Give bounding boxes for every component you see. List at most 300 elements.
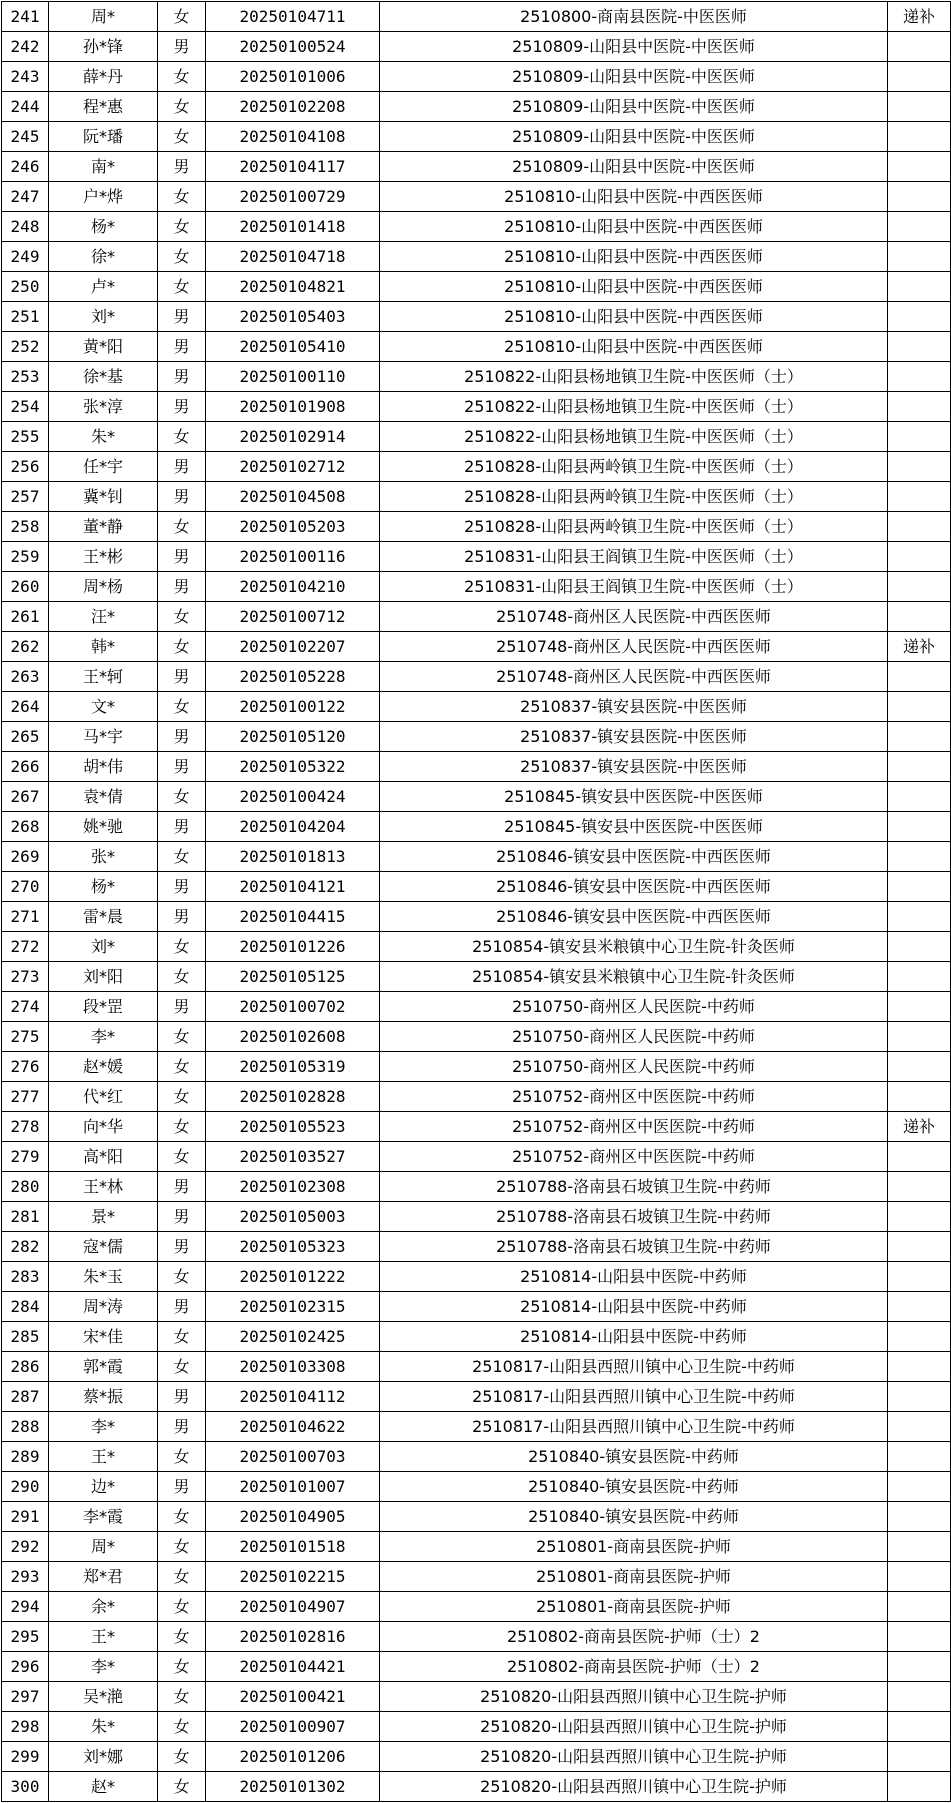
remark-cell bbox=[888, 932, 951, 962]
candidate-name-cell: 王*轲 bbox=[49, 662, 158, 692]
row-number-cell: 272 bbox=[2, 932, 49, 962]
exam-id-cell: 20250104112 bbox=[206, 1382, 380, 1412]
gender-cell: 男 bbox=[158, 1382, 206, 1412]
candidate-name-cell: 代*红 bbox=[49, 1082, 158, 1112]
gender-cell: 男 bbox=[158, 662, 206, 692]
candidate-name-cell: 郭*霞 bbox=[49, 1352, 158, 1382]
candidate-name-cell: 杨* bbox=[49, 212, 158, 242]
row-number-cell: 294 bbox=[2, 1592, 49, 1622]
remark-cell bbox=[888, 122, 951, 152]
gender-cell: 男 bbox=[158, 332, 206, 362]
position-cell: 2510854-镇安县米粮镇中心卫生院-针灸医师 bbox=[380, 962, 888, 992]
remark-cell bbox=[888, 752, 951, 782]
exam-id-cell: 20250100729 bbox=[206, 182, 380, 212]
gender-cell: 女 bbox=[158, 1502, 206, 1532]
candidate-name-cell: 杨* bbox=[49, 872, 158, 902]
exam-id-cell: 20250104905 bbox=[206, 1502, 380, 1532]
position-cell: 2510846-镇安县中医医院-中西医医师 bbox=[380, 872, 888, 902]
table-row bbox=[2, 722, 951, 752]
table-row bbox=[2, 1742, 951, 1772]
exam-id-cell: 20250101226 bbox=[206, 932, 380, 962]
remark-cell bbox=[888, 1022, 951, 1052]
exam-id-cell: 20250100116 bbox=[206, 542, 380, 572]
table-row bbox=[2, 62, 951, 92]
position-cell: 2510837-镇安县医院-中医医师 bbox=[380, 722, 888, 752]
candidate-name-cell: 卢* bbox=[49, 272, 158, 302]
row-number-cell: 292 bbox=[2, 1532, 49, 1562]
row-number-cell: 243 bbox=[2, 62, 49, 92]
position-cell: 2510748-商州区人民医院-中西医医师 bbox=[380, 602, 888, 632]
table-row bbox=[2, 422, 951, 452]
candidate-name-cell: 黄*阳 bbox=[49, 332, 158, 362]
exam-id-cell: 20250105125 bbox=[206, 962, 380, 992]
table-row bbox=[2, 2, 951, 32]
candidate-name-cell: 袁*倩 bbox=[49, 782, 158, 812]
row-number-cell: 270 bbox=[2, 872, 49, 902]
exam-id-cell: 20250105322 bbox=[206, 752, 380, 782]
exam-id-cell: 20250101518 bbox=[206, 1532, 380, 1562]
gender-cell: 女 bbox=[158, 1142, 206, 1172]
candidate-name-cell: 高*阳 bbox=[49, 1142, 158, 1172]
remark-cell bbox=[888, 1502, 951, 1532]
table-row bbox=[2, 362, 951, 392]
position-cell: 2510820-山阳县西照川镇中心卫生院-护师 bbox=[380, 1682, 888, 1712]
candidate-name-cell: 刘*阳 bbox=[49, 962, 158, 992]
remark-cell: 递补 bbox=[888, 632, 951, 662]
remark-cell bbox=[888, 662, 951, 692]
exam-id-cell: 20250102816 bbox=[206, 1622, 380, 1652]
table-row bbox=[2, 1652, 951, 1682]
table-row bbox=[2, 632, 951, 662]
remark-cell bbox=[888, 1292, 951, 1322]
gender-cell: 男 bbox=[158, 722, 206, 752]
candidate-name-cell: 段*罡 bbox=[49, 992, 158, 1022]
position-cell: 2510788-洛南县石坡镇卫生院-中药师 bbox=[380, 1172, 888, 1202]
table-row bbox=[2, 1712, 951, 1742]
gender-cell: 女 bbox=[158, 632, 206, 662]
exam-id-cell: 20250105203 bbox=[206, 512, 380, 542]
exam-id-cell: 20250104108 bbox=[206, 122, 380, 152]
remark-cell bbox=[888, 962, 951, 992]
row-number-cell: 279 bbox=[2, 1142, 49, 1172]
position-cell: 2510846-镇安县中医医院-中西医医师 bbox=[380, 842, 888, 872]
exam-id-cell: 20250102914 bbox=[206, 422, 380, 452]
table-row bbox=[2, 92, 951, 122]
exam-id-cell: 20250101302 bbox=[206, 1772, 380, 1802]
table-row bbox=[2, 122, 951, 152]
table-row bbox=[2, 842, 951, 872]
row-number-cell: 251 bbox=[2, 302, 49, 332]
table-row bbox=[2, 32, 951, 62]
position-cell: 2510788-洛南县石坡镇卫生院-中药师 bbox=[380, 1202, 888, 1232]
gender-cell: 男 bbox=[158, 752, 206, 782]
exam-id-cell: 20250101418 bbox=[206, 212, 380, 242]
position-cell: 2510817-山阳县西照川镇中心卫生院-中药师 bbox=[380, 1412, 888, 1442]
row-number-cell: 250 bbox=[2, 272, 49, 302]
exam-id-cell: 20250100712 bbox=[206, 602, 380, 632]
exam-id-cell: 20250105410 bbox=[206, 332, 380, 362]
remark-cell bbox=[888, 1412, 951, 1442]
table-row bbox=[2, 782, 951, 812]
remark-cell bbox=[888, 1772, 951, 1802]
candidate-name-cell: 周*涛 bbox=[49, 1292, 158, 1322]
gender-cell: 女 bbox=[158, 1112, 206, 1142]
exam-id-cell: 20250101813 bbox=[206, 842, 380, 872]
candidate-name-cell: 南* bbox=[49, 152, 158, 182]
gender-cell: 男 bbox=[158, 152, 206, 182]
row-number-cell: 247 bbox=[2, 182, 49, 212]
row-number-cell: 258 bbox=[2, 512, 49, 542]
remark-cell bbox=[888, 272, 951, 302]
gender-cell: 女 bbox=[158, 842, 206, 872]
candidate-name-cell: 张* bbox=[49, 842, 158, 872]
candidate-name-cell: 李* bbox=[49, 1652, 158, 1682]
table-row bbox=[2, 332, 951, 362]
row-number-cell: 241 bbox=[2, 2, 49, 32]
remark-cell bbox=[888, 422, 951, 452]
position-cell: 2510750-商州区人民医院-中药师 bbox=[380, 1022, 888, 1052]
exam-id-cell: 20250101206 bbox=[206, 1742, 380, 1772]
remark-cell bbox=[888, 902, 951, 932]
gender-cell: 女 bbox=[158, 1622, 206, 1652]
table-row bbox=[2, 992, 951, 1022]
position-cell: 2510814-山阳县中医院-中药师 bbox=[380, 1262, 888, 1292]
candidate-name-cell: 阮*璠 bbox=[49, 122, 158, 152]
table-row bbox=[2, 1592, 951, 1622]
exam-id-cell: 20250104622 bbox=[206, 1412, 380, 1442]
exam-id-cell: 20250105120 bbox=[206, 722, 380, 752]
table-row bbox=[2, 1682, 951, 1712]
remark-cell bbox=[888, 812, 951, 842]
exam-id-cell: 20250102712 bbox=[206, 452, 380, 482]
table-row bbox=[2, 692, 951, 722]
position-cell: 2510840-镇安县医院-中药师 bbox=[380, 1472, 888, 1502]
gender-cell: 男 bbox=[158, 1172, 206, 1202]
position-cell: 2510788-洛南县石坡镇卫生院-中药师 bbox=[380, 1232, 888, 1262]
exam-id-cell: 20250101222 bbox=[206, 1262, 380, 1292]
row-number-cell: 263 bbox=[2, 662, 49, 692]
candidate-name-cell: 刘* bbox=[49, 302, 158, 332]
table-row bbox=[2, 662, 951, 692]
exam-id-cell: 20250102425 bbox=[206, 1322, 380, 1352]
row-number-cell: 289 bbox=[2, 1442, 49, 1472]
row-number-cell: 295 bbox=[2, 1622, 49, 1652]
remark-cell bbox=[888, 212, 951, 242]
gender-cell: 女 bbox=[158, 272, 206, 302]
candidate-name-cell: 张*淳 bbox=[49, 392, 158, 422]
candidate-name-cell: 薛*丹 bbox=[49, 62, 158, 92]
position-cell: 2510752-商州区中医医院-中药师 bbox=[380, 1142, 888, 1172]
table-row bbox=[2, 182, 951, 212]
row-number-cell: 271 bbox=[2, 902, 49, 932]
row-number-cell: 252 bbox=[2, 332, 49, 362]
exam-id-cell: 20250101006 bbox=[206, 62, 380, 92]
row-number-cell: 287 bbox=[2, 1382, 49, 1412]
row-number-cell: 280 bbox=[2, 1172, 49, 1202]
remark-cell bbox=[888, 722, 951, 752]
candidate-name-cell: 孙*锋 bbox=[49, 32, 158, 62]
exam-id-cell: 20250105403 bbox=[206, 302, 380, 332]
gender-cell: 女 bbox=[158, 1442, 206, 1472]
candidate-name-cell: 朱* bbox=[49, 1712, 158, 1742]
gender-cell: 女 bbox=[158, 1322, 206, 1352]
position-cell: 2510840-镇安县医院-中药师 bbox=[380, 1442, 888, 1472]
position-cell: 2510810-山阳县中医院-中西医医师 bbox=[380, 212, 888, 242]
candidate-name-cell: 董*静 bbox=[49, 512, 158, 542]
gender-cell: 女 bbox=[158, 212, 206, 242]
gender-cell: 女 bbox=[158, 1052, 206, 1082]
row-number-cell: 298 bbox=[2, 1712, 49, 1742]
exam-id-cell: 20250105319 bbox=[206, 1052, 380, 1082]
exam-id-cell: 20250105523 bbox=[206, 1112, 380, 1142]
row-number-cell: 275 bbox=[2, 1022, 49, 1052]
candidate-name-cell: 冀*钊 bbox=[49, 482, 158, 512]
exam-id-cell: 20250105228 bbox=[206, 662, 380, 692]
table-row bbox=[2, 1322, 951, 1352]
row-number-cell: 259 bbox=[2, 542, 49, 572]
exam-id-cell: 20250104121 bbox=[206, 872, 380, 902]
gender-cell: 男 bbox=[158, 1202, 206, 1232]
exam-id-cell: 20250104117 bbox=[206, 152, 380, 182]
candidate-name-cell: 王* bbox=[49, 1622, 158, 1652]
row-number-cell: 255 bbox=[2, 422, 49, 452]
gender-cell: 男 bbox=[158, 902, 206, 932]
exam-id-cell: 20250104907 bbox=[206, 1592, 380, 1622]
exam-id-cell: 20250104421 bbox=[206, 1652, 380, 1682]
gender-cell: 女 bbox=[158, 782, 206, 812]
candidate-name-cell: 王*彬 bbox=[49, 542, 158, 572]
remark-cell bbox=[888, 1472, 951, 1502]
remark-cell bbox=[888, 1262, 951, 1292]
gender-cell: 女 bbox=[158, 1262, 206, 1292]
row-number-cell: 277 bbox=[2, 1082, 49, 1112]
gender-cell: 男 bbox=[158, 1232, 206, 1262]
position-cell: 2510810-山阳县中医院-中西医医师 bbox=[380, 242, 888, 272]
candidate-roster-table bbox=[1, 1, 951, 1802]
row-number-cell: 282 bbox=[2, 1232, 49, 1262]
gender-cell: 男 bbox=[158, 542, 206, 572]
exam-id-cell: 20250100110 bbox=[206, 362, 380, 392]
gender-cell: 女 bbox=[158, 92, 206, 122]
row-number-cell: 265 bbox=[2, 722, 49, 752]
gender-cell: 女 bbox=[158, 1592, 206, 1622]
remark-cell bbox=[888, 482, 951, 512]
position-cell: 2510817-山阳县西照川镇中心卫生院-中药师 bbox=[380, 1382, 888, 1412]
position-cell: 2510828-山阳县两岭镇卫生院-中医医师（士） bbox=[380, 452, 888, 482]
candidate-name-cell: 王*林 bbox=[49, 1172, 158, 1202]
exam-id-cell: 20250103527 bbox=[206, 1142, 380, 1172]
remark-cell bbox=[888, 92, 951, 122]
gender-cell: 女 bbox=[158, 1682, 206, 1712]
table-row bbox=[2, 242, 951, 272]
position-cell: 2510800-商南县医院-中医医师 bbox=[380, 2, 888, 32]
candidate-name-cell: 向*华 bbox=[49, 1112, 158, 1142]
position-cell: 2510822-山阳县杨地镇卫生院-中医医师（士） bbox=[380, 362, 888, 392]
row-number-cell: 264 bbox=[2, 692, 49, 722]
remark-cell bbox=[888, 182, 951, 212]
remark-cell bbox=[888, 692, 951, 722]
table-row bbox=[2, 572, 951, 602]
table-row bbox=[2, 302, 951, 332]
remark-cell bbox=[888, 512, 951, 542]
gender-cell: 女 bbox=[158, 2, 206, 32]
remark-cell bbox=[888, 872, 951, 902]
table-row bbox=[2, 1232, 951, 1262]
exam-id-cell: 20250104508 bbox=[206, 482, 380, 512]
position-cell: 2510820-山阳县西照川镇中心卫生院-护师 bbox=[380, 1772, 888, 1802]
candidate-name-cell: 朱*玉 bbox=[49, 1262, 158, 1292]
position-cell: 2510814-山阳县中医院-中药师 bbox=[380, 1292, 888, 1322]
position-cell: 2510814-山阳县中医院-中药师 bbox=[380, 1322, 888, 1352]
remark-cell bbox=[888, 842, 951, 872]
remark-cell bbox=[888, 242, 951, 272]
candidate-name-cell: 周*杨 bbox=[49, 572, 158, 602]
candidate-name-cell: 吴*滟 bbox=[49, 1682, 158, 1712]
candidate-name-cell: 周* bbox=[49, 1532, 158, 1562]
gender-cell: 女 bbox=[158, 1532, 206, 1562]
position-cell: 2510845-镇安县中医医院-中医医师 bbox=[380, 812, 888, 842]
table-row bbox=[2, 272, 951, 302]
table-row bbox=[2, 1172, 951, 1202]
row-number-cell: 266 bbox=[2, 752, 49, 782]
remark-cell bbox=[888, 1682, 951, 1712]
row-number-cell: 246 bbox=[2, 152, 49, 182]
position-cell: 2510817-山阳县西照川镇中心卫生院-中药师 bbox=[380, 1352, 888, 1382]
position-cell: 2510750-商州区人民医院-中药师 bbox=[380, 992, 888, 1022]
position-cell: 2510840-镇安县医院-中药师 bbox=[380, 1502, 888, 1532]
row-number-cell: 257 bbox=[2, 482, 49, 512]
row-number-cell: 290 bbox=[2, 1472, 49, 1502]
gender-cell: 女 bbox=[158, 1652, 206, 1682]
row-number-cell: 276 bbox=[2, 1052, 49, 1082]
remark-cell bbox=[888, 1322, 951, 1352]
position-cell: 2510802-商南县医院-护师（士）2 bbox=[380, 1622, 888, 1652]
table-row bbox=[2, 902, 951, 932]
row-number-cell: 260 bbox=[2, 572, 49, 602]
exam-id-cell: 20250103308 bbox=[206, 1352, 380, 1382]
gender-cell: 男 bbox=[158, 812, 206, 842]
table-row bbox=[2, 452, 951, 482]
table-row bbox=[2, 1052, 951, 1082]
candidate-name-cell: 赵* bbox=[49, 1772, 158, 1802]
position-cell: 2510752-商州区中医医院-中药师 bbox=[380, 1112, 888, 1142]
gender-cell: 女 bbox=[158, 932, 206, 962]
gender-cell: 男 bbox=[158, 32, 206, 62]
position-cell: 2510810-山阳县中医院-中西医医师 bbox=[380, 302, 888, 332]
table-row bbox=[2, 752, 951, 782]
table-row bbox=[2, 1292, 951, 1322]
position-cell: 2510750-商州区人民医院-中药师 bbox=[380, 1052, 888, 1082]
gender-cell: 女 bbox=[158, 962, 206, 992]
remark-cell bbox=[888, 1082, 951, 1112]
gender-cell: 女 bbox=[158, 242, 206, 272]
row-number-cell: 274 bbox=[2, 992, 49, 1022]
candidate-name-cell: 景* bbox=[49, 1202, 158, 1232]
candidate-name-cell: 韩* bbox=[49, 632, 158, 662]
exam-id-cell: 20250104204 bbox=[206, 812, 380, 842]
table-row bbox=[2, 1562, 951, 1592]
gender-cell: 男 bbox=[158, 362, 206, 392]
exam-id-cell: 20250102207 bbox=[206, 632, 380, 662]
candidate-name-cell: 李*霞 bbox=[49, 1502, 158, 1532]
remark-cell bbox=[888, 1442, 951, 1472]
gender-cell: 女 bbox=[158, 1562, 206, 1592]
row-number-cell: 245 bbox=[2, 122, 49, 152]
row-number-cell: 249 bbox=[2, 242, 49, 272]
row-number-cell: 262 bbox=[2, 632, 49, 662]
table-row bbox=[2, 602, 951, 632]
candidate-name-cell: 王* bbox=[49, 1442, 158, 1472]
candidate-name-cell: 文* bbox=[49, 692, 158, 722]
candidate-name-cell: 郑*君 bbox=[49, 1562, 158, 1592]
exam-id-cell: 20250105003 bbox=[206, 1202, 380, 1232]
candidate-name-cell: 程*惠 bbox=[49, 92, 158, 122]
exam-id-cell: 20250105323 bbox=[206, 1232, 380, 1262]
candidate-name-cell: 姚*驰 bbox=[49, 812, 158, 842]
candidate-name-cell: 马*宇 bbox=[49, 722, 158, 752]
position-cell: 2510828-山阳县两岭镇卫生院-中医医师（士） bbox=[380, 512, 888, 542]
remark-cell bbox=[888, 1142, 951, 1172]
table-row bbox=[2, 1382, 951, 1412]
position-cell: 2510801-商南县医院-护师 bbox=[380, 1562, 888, 1592]
remark-cell bbox=[888, 1712, 951, 1742]
position-cell: 2510831-山阳县王阎镇卫生院-中医医师（士） bbox=[380, 572, 888, 602]
gender-cell: 男 bbox=[158, 872, 206, 902]
exam-id-cell: 20250101908 bbox=[206, 392, 380, 422]
exam-id-cell: 20250102608 bbox=[206, 1022, 380, 1052]
position-cell: 2510845-镇安县中医医院-中医医师 bbox=[380, 782, 888, 812]
gender-cell: 男 bbox=[158, 1472, 206, 1502]
table-row bbox=[2, 1622, 951, 1652]
position-cell: 2510748-商州区人民医院-中西医医师 bbox=[380, 662, 888, 692]
remark-cell bbox=[888, 1202, 951, 1232]
gender-cell: 男 bbox=[158, 572, 206, 602]
row-number-cell: 293 bbox=[2, 1562, 49, 1592]
candidate-name-cell: 余* bbox=[49, 1592, 158, 1622]
remark-cell bbox=[888, 1562, 951, 1592]
row-number-cell: 283 bbox=[2, 1262, 49, 1292]
row-number-cell: 296 bbox=[2, 1652, 49, 1682]
remark-cell: 递补 bbox=[888, 1112, 951, 1142]
table-row bbox=[2, 962, 951, 992]
candidate-name-cell: 宋*佳 bbox=[49, 1322, 158, 1352]
position-cell: 2510810-山阳县中医院-中西医医师 bbox=[380, 182, 888, 212]
exam-id-cell: 20250104415 bbox=[206, 902, 380, 932]
table-row bbox=[2, 812, 951, 842]
position-cell: 2510809-山阳县中医院-中医医师 bbox=[380, 122, 888, 152]
table-row bbox=[2, 932, 951, 962]
candidate-name-cell: 户*烨 bbox=[49, 182, 158, 212]
position-cell: 2510810-山阳县中医院-中西医医师 bbox=[380, 332, 888, 362]
remark-cell bbox=[888, 542, 951, 572]
exam-id-cell: 20250104711 bbox=[206, 2, 380, 32]
candidate-name-cell: 任*宇 bbox=[49, 452, 158, 482]
candidate-name-cell: 胡*伟 bbox=[49, 752, 158, 782]
exam-id-cell: 20250100702 bbox=[206, 992, 380, 1022]
position-cell: 2510837-镇安县医院-中医医师 bbox=[380, 692, 888, 722]
remark-cell bbox=[888, 452, 951, 482]
gender-cell: 男 bbox=[158, 1292, 206, 1322]
remark-cell bbox=[888, 1742, 951, 1772]
row-number-cell: 297 bbox=[2, 1682, 49, 1712]
position-cell: 2510752-商州区中医医院-中药师 bbox=[380, 1082, 888, 1112]
row-number-cell: 300 bbox=[2, 1772, 49, 1802]
remark-cell bbox=[888, 1622, 951, 1652]
row-number-cell: 248 bbox=[2, 212, 49, 242]
gender-cell: 女 bbox=[158, 1022, 206, 1052]
exam-id-cell: 20250100424 bbox=[206, 782, 380, 812]
remark-cell bbox=[888, 1592, 951, 1622]
